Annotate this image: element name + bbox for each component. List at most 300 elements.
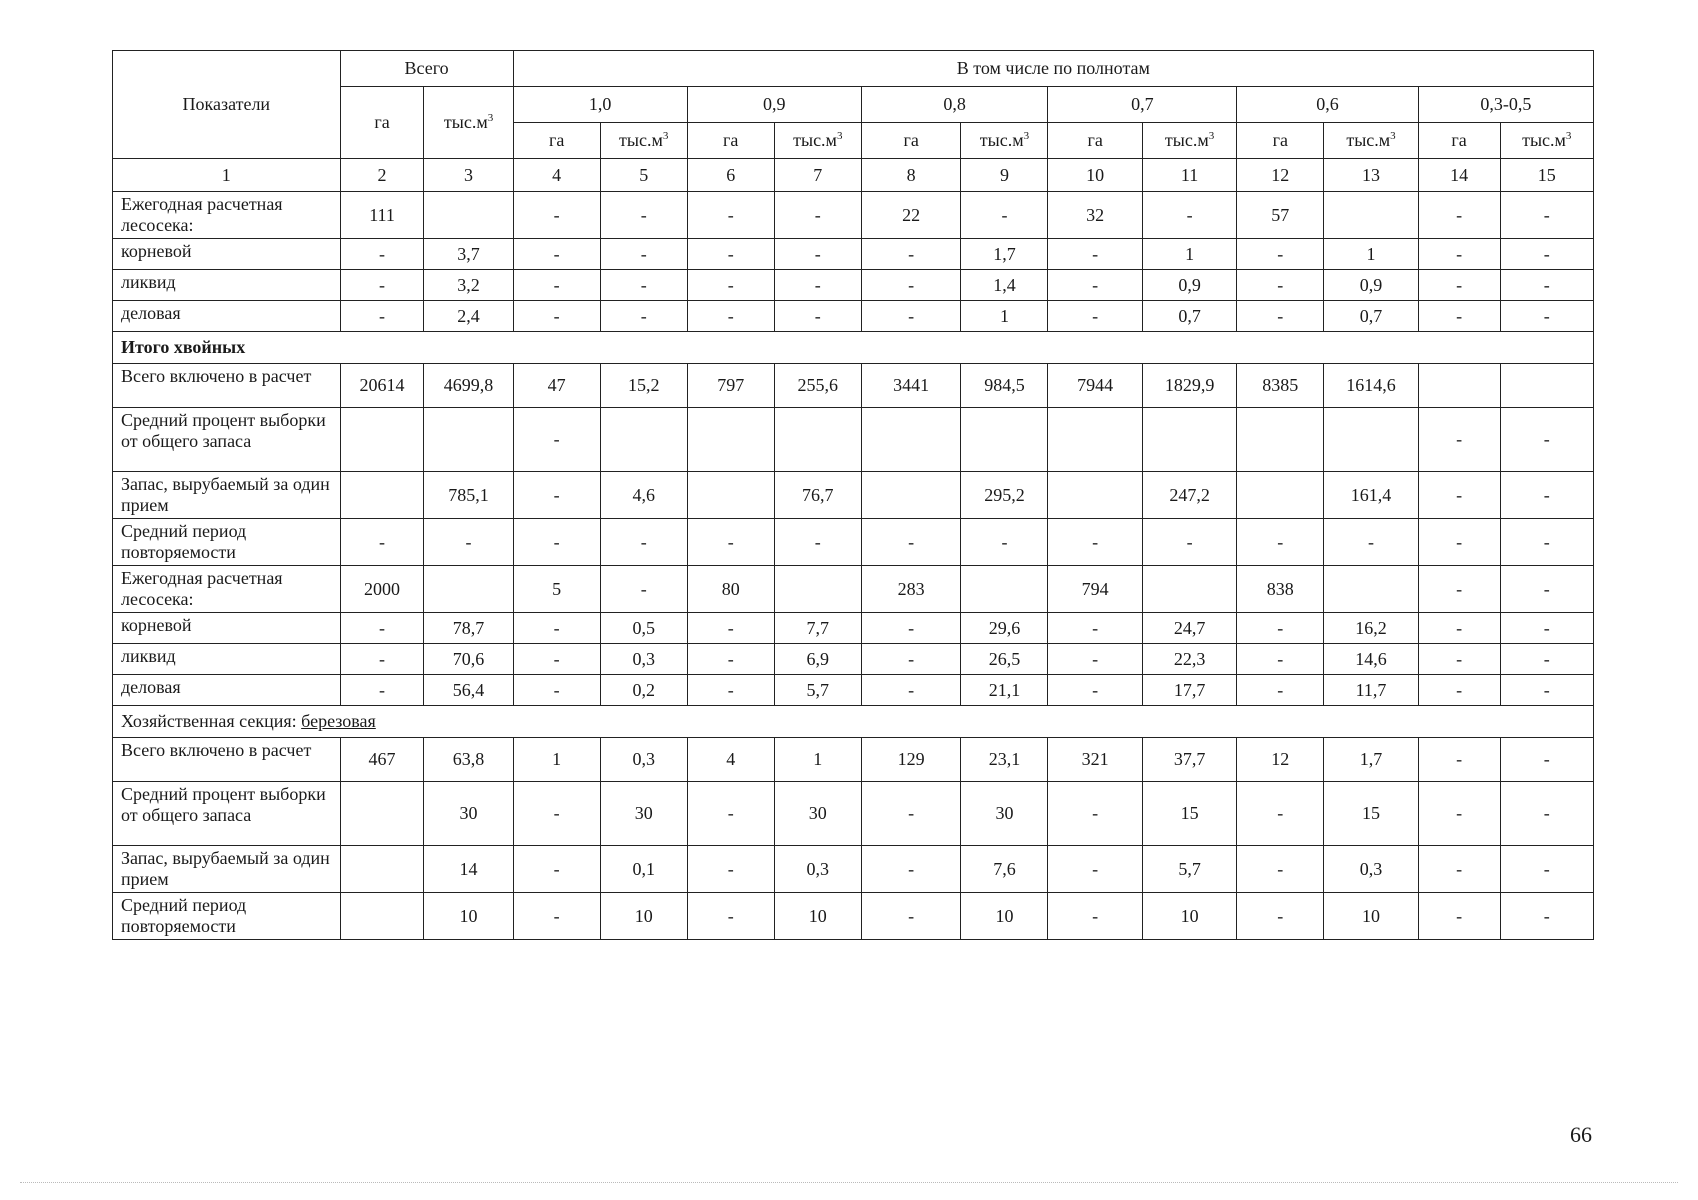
forest-indicators-table [112,50,1594,940]
table-cell: - [774,239,861,270]
table-cell: - [513,782,600,846]
table-cell: - [513,239,600,270]
row-label: деловая [113,301,341,332]
table-cell: - [1048,846,1142,893]
table-cell: - [687,675,774,706]
table-cell: - [1048,270,1142,301]
header-by-density: В том числе по полнотам [513,51,1593,87]
table-cell: - [961,192,1048,239]
table-cell: 0,5 [600,613,687,644]
table-cell: 22,3 [1142,644,1236,675]
table-cell: - [513,644,600,675]
table-cell: - [1500,893,1594,940]
table-cell [1324,192,1418,239]
table-cell [1142,566,1236,613]
table-cell: 1 [774,738,861,782]
table-cell: 1 [513,738,600,782]
table-cell [1324,408,1418,472]
header-unit-ha: га [1048,123,1142,159]
table-cell: - [600,239,687,270]
table-cell: 1614,6 [1324,364,1418,408]
table-cell: 111 [340,192,424,239]
table-cell: - [1500,519,1594,566]
table-cell: - [1500,239,1594,270]
row-label: Запас, вырубаемый за один прием [113,472,341,519]
table-cell: - [1237,270,1324,301]
table-cell: 76,7 [774,472,861,519]
table-cell: - [1418,566,1500,613]
table-cell: 1,7 [961,239,1048,270]
table-cell: 1,7 [1324,738,1418,782]
table-cell: - [1142,192,1236,239]
header-unit-volume: $тыс.м^3$ [774,123,861,159]
table-cell: 797 [687,364,774,408]
table-cell: - [1237,613,1324,644]
table-cell: 1829,9 [1142,364,1236,408]
table-cell [861,408,961,472]
header-unit-volume: $тыс.м^3$ [1324,123,1418,159]
column-number: 14 [1418,159,1500,192]
table-cell: - [861,301,961,332]
row-label: Средний процент выборки от общего запаса [113,782,341,846]
table-cell: - [340,675,424,706]
table-cell: - [1237,301,1324,332]
column-number: 9 [961,159,1048,192]
table-cell: 0,3 [1324,846,1418,893]
table-cell [687,472,774,519]
header-unit-ha: га [513,123,600,159]
table-cell: 0,7 [1324,301,1418,332]
header-density-4: 0,6 [1237,87,1418,123]
table-cell: 56,4 [424,675,513,706]
table-cell: 4,6 [600,472,687,519]
table-cell: - [687,782,774,846]
table-cell: - [1237,782,1324,846]
table-row [113,613,1594,644]
table-row [113,566,1594,613]
table-cell: - [1237,239,1324,270]
table-cell: 1 [961,301,1048,332]
table-cell [1237,408,1324,472]
table-cell: - [513,408,600,472]
table-cell: 3,2 [424,270,513,301]
table-cell: 321 [1048,738,1142,782]
table-cell: - [687,239,774,270]
table-cell: 14,6 [1324,644,1418,675]
row-label: Средний процент выборки от общего запаса [113,408,341,472]
table-cell [1500,364,1594,408]
table-cell: - [513,846,600,893]
table-cell [340,408,424,472]
table-cell: - [513,893,600,940]
header-unit-volume: $тыс.м^3$ [1500,123,1594,159]
table-cell [861,472,961,519]
table-cell: 7944 [1048,364,1142,408]
table-cell: 161,4 [1324,472,1418,519]
table-cell [340,846,424,893]
table-cell: 0,1 [600,846,687,893]
table-cell [687,408,774,472]
table-cell: - [600,301,687,332]
table-cell: 5,7 [774,675,861,706]
scan-edge-line [20,1182,1678,1183]
table-cell: - [861,846,961,893]
table-cell: - [513,519,600,566]
table-cell: 2,4 [424,301,513,332]
table-cell: - [1418,613,1500,644]
table-row [113,893,1594,940]
table-cell: 1 [1142,239,1236,270]
table-cell: 0,9 [1324,270,1418,301]
column-number: 6 [687,159,774,192]
table-cell: - [1418,782,1500,846]
table-cell: - [340,644,424,675]
table-cell: 80 [687,566,774,613]
table-cell: 29,6 [961,613,1048,644]
table-cell: - [1500,782,1594,846]
table-cell: - [1500,675,1594,706]
table-row [113,192,1594,239]
row-label: деловая [113,675,341,706]
table-cell: - [1142,519,1236,566]
table-cell: - [1500,613,1594,644]
table-cell: 129 [861,738,961,782]
table-cell: - [1418,472,1500,519]
table-cell: 17,7 [1142,675,1236,706]
table-cell: - [961,519,1048,566]
table-cell [774,566,861,613]
table-cell: 3441 [861,364,961,408]
table-cell: 1,4 [961,270,1048,301]
table-cell: - [1048,893,1142,940]
table-cell: - [600,566,687,613]
table-cell: - [1418,846,1500,893]
table-cell: - [340,519,424,566]
table-cell: 15 [1142,782,1236,846]
table-cell: 984,5 [961,364,1048,408]
table-cell [1048,408,1142,472]
section-title: Хозяйственная секция: березовая [113,706,1594,738]
table-cell: - [861,893,961,940]
table-cell: - [687,644,774,675]
table-cell: 0,7 [1142,301,1236,332]
table-cell: - [1048,613,1142,644]
table-cell: 22 [861,192,961,239]
table-cell: - [1048,782,1142,846]
table-cell: 7,7 [774,613,861,644]
row-label: Средний период повторяемости [113,519,341,566]
table-cell: - [1237,893,1324,940]
header-unit-ha: га [1237,123,1324,159]
table-cell: - [774,519,861,566]
table-cell [424,192,513,239]
table-cell: - [1048,519,1142,566]
column-number: 12 [1237,159,1324,192]
table-cell: - [687,270,774,301]
column-numbers-row [113,159,1594,192]
table-cell: 1 [1324,239,1418,270]
table-body [113,192,1594,940]
table-cell: - [861,675,961,706]
table-cell: - [600,192,687,239]
table-cell: - [687,846,774,893]
table-cell: 30 [774,782,861,846]
table-cell: 0,2 [600,675,687,706]
table-cell: - [1418,644,1500,675]
table-cell: 24,7 [1142,613,1236,644]
table-cell: - [1500,738,1594,782]
table-cell: - [1500,270,1594,301]
row-label: Всего включено в расчет [113,738,341,782]
column-number: 13 [1324,159,1418,192]
table-header [113,51,1594,192]
table-cell: 70,6 [424,644,513,675]
table-cell: - [1500,408,1594,472]
table-cell: - [513,675,600,706]
table-cell: - [1418,738,1500,782]
table-cell: - [600,519,687,566]
table-cell: - [1237,675,1324,706]
column-number: 3 [424,159,513,192]
table-cell [1418,364,1500,408]
table-cell: 78,7 [424,613,513,644]
table-cell: 30 [961,782,1048,846]
table-cell: - [1048,644,1142,675]
table-cell: 4 [687,738,774,782]
table-cell: - [1048,239,1142,270]
table-cell: 10 [1324,893,1418,940]
table-cell: 838 [1237,566,1324,613]
section-row [113,332,1594,364]
table-cell [424,566,513,613]
row-label: ликвид [113,644,341,675]
table-cell: - [1418,675,1500,706]
table-cell: 57 [1237,192,1324,239]
table-cell: - [340,301,424,332]
header-density-5: 0,3-0,5 [1418,87,1593,123]
table-cell [600,408,687,472]
header-density-0: 1,0 [513,87,687,123]
column-number: 2 [340,159,424,192]
table-cell: - [1500,644,1594,675]
section-row [113,706,1594,738]
column-number: 7 [774,159,861,192]
table-cell [1142,408,1236,472]
table-cell: - [1324,519,1418,566]
table-cell: 6,9 [774,644,861,675]
table-cell: - [340,239,424,270]
table-cell [1324,566,1418,613]
table-cell: 0,3 [600,738,687,782]
column-number: 15 [1500,159,1594,192]
column-number: 1 [113,159,341,192]
header-indicators: Показатели [113,51,341,159]
table-cell: 794 [1048,566,1142,613]
table-cell: 4699,8 [424,364,513,408]
column-number: 4 [513,159,600,192]
table-cell: 10 [424,893,513,940]
table-cell: - [424,519,513,566]
table-row [113,239,1594,270]
table-cell: 10 [961,893,1048,940]
table-cell: 15 [1324,782,1418,846]
table-cell [961,566,1048,613]
table-row [113,472,1594,519]
table-cell: 247,2 [1142,472,1236,519]
header-total-volume: $тыс.м^3$ [424,87,513,159]
row-label: Ежегодная расчетная лесосека: [113,192,341,239]
row-label: корневой [113,613,341,644]
table-cell [340,782,424,846]
header-density-1: 0,9 [687,87,861,123]
header-unit-volume: $тыс.м^3$ [600,123,687,159]
table-cell: 8385 [1237,364,1324,408]
table-cell: 37,7 [1142,738,1236,782]
table-cell: 5 [513,566,600,613]
table-cell: - [1500,846,1594,893]
column-number: 8 [861,159,961,192]
table-cell [961,408,1048,472]
table-row [113,782,1594,846]
table-cell: 10 [600,893,687,940]
table-row [113,675,1594,706]
table-row [113,301,1594,332]
table-cell: - [1418,270,1500,301]
table-cell [1237,472,1324,519]
table-cell: - [687,301,774,332]
table-row [113,738,1594,782]
table-cell: 23,1 [961,738,1048,782]
table-cell: - [1500,192,1594,239]
table-cell: - [774,301,861,332]
table-row [113,364,1594,408]
table-cell: 10 [774,893,861,940]
column-number: 5 [600,159,687,192]
table-cell: 0,3 [774,846,861,893]
table-cell: 255,6 [774,364,861,408]
table-cell: - [687,613,774,644]
table-cell [774,408,861,472]
table-row [113,644,1594,675]
table-cell: 7,6 [961,846,1048,893]
table-cell: 16,2 [1324,613,1418,644]
table-cell: - [1418,239,1500,270]
table-cell: - [1418,893,1500,940]
column-number: 11 [1142,159,1236,192]
table-cell: 283 [861,566,961,613]
table-row [113,846,1594,893]
table-cell: 12 [1237,738,1324,782]
page-number: 66 [1570,1122,1592,1147]
table-cell: 0,9 [1142,270,1236,301]
table-cell: - [861,644,961,675]
table-cell: 295,2 [961,472,1048,519]
table-cell: 21,1 [961,675,1048,706]
header-density-3: 0,7 [1048,87,1237,123]
table-cell: 15,2 [600,364,687,408]
header-unit-volume: $тыс.м^3$ [1142,123,1236,159]
table-cell: 30 [600,782,687,846]
section-title: Итого хвойных [113,332,1594,364]
table-cell [340,472,424,519]
header-unit-ha: га [687,123,774,159]
table-cell: - [1500,472,1594,519]
table-cell: 63,8 [424,738,513,782]
table-cell: 785,1 [424,472,513,519]
table-cell: - [687,893,774,940]
table-cell: 10 [1142,893,1236,940]
table-cell: - [1237,846,1324,893]
table-cell: - [513,301,600,332]
table-cell [1048,472,1142,519]
table-cell: - [513,472,600,519]
table-cell: - [774,270,861,301]
table-row [113,519,1594,566]
table-cell: 467 [340,738,424,782]
table-cell: - [861,613,961,644]
table-cell: 2000 [340,566,424,613]
table-cell: - [1500,301,1594,332]
header-total: Всего [340,51,513,87]
table-cell: - [1048,675,1142,706]
table-cell: - [1048,301,1142,332]
table-cell: - [861,239,961,270]
table-cell [340,893,424,940]
table-cell: 3,7 [424,239,513,270]
table-cell: - [1237,644,1324,675]
table-cell: - [861,519,961,566]
header-total-ha: га [340,87,424,159]
table-row [113,408,1594,472]
table-cell: 5,7 [1142,846,1236,893]
table-cell: - [1418,519,1500,566]
table-cell: 47 [513,364,600,408]
table-cell: - [513,613,600,644]
table-cell: 11,7 [1324,675,1418,706]
table-cell: - [687,192,774,239]
table-cell: - [340,613,424,644]
table-cell [424,408,513,472]
row-label: Запас, вырубаемый за один прием [113,846,341,893]
table-cell: - [687,519,774,566]
table-cell: - [513,270,600,301]
table-row [113,270,1594,301]
header-unit-volume: $тыс.м^3$ [961,123,1048,159]
table-cell: - [340,270,424,301]
section-name: березовая [301,711,376,731]
table-cell: 20614 [340,364,424,408]
table-cell: - [1237,519,1324,566]
row-label: корневой [113,239,341,270]
table-cell: 26,5 [961,644,1048,675]
header-density-2: 0,8 [861,87,1048,123]
row-label: Всего включено в расчет [113,364,341,408]
column-number: 10 [1048,159,1142,192]
header-unit-ha: га [861,123,961,159]
table-cell: - [1500,566,1594,613]
table-cell: - [1418,408,1500,472]
table-cell: - [861,270,961,301]
table-cell: - [513,192,600,239]
table-cell: - [774,192,861,239]
table-cell: 14 [424,846,513,893]
table-cell: - [1418,192,1500,239]
row-label: ликвид [113,270,341,301]
table-cell: - [861,782,961,846]
header-unit-ha: га [1418,123,1500,159]
table-cell: 32 [1048,192,1142,239]
row-label: Ежегодная расчетная лесосека: [113,566,341,613]
